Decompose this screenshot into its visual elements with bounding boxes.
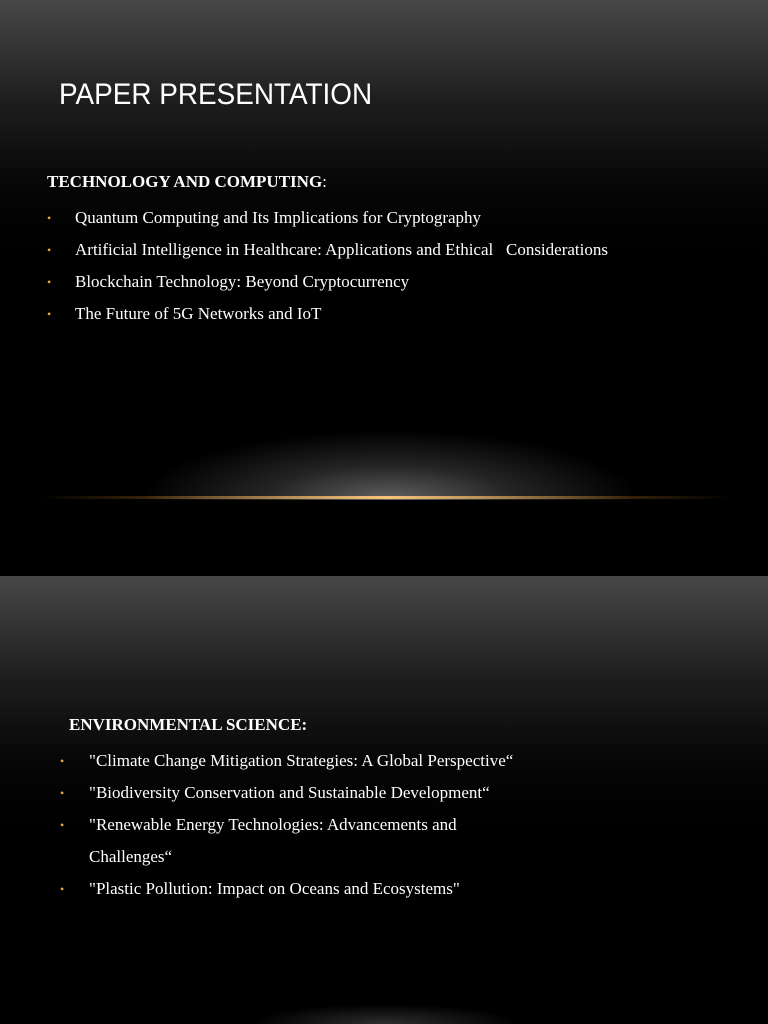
list-item-text: The Future of 5G Networks and IoT — [75, 304, 322, 323]
section-heading-text: ENVIRONMENTAL SCIENCE: — [69, 715, 308, 734]
list-item-text: Quantum Computing and Its Implications for Cryptography — [75, 208, 482, 227]
slide-2 — [0, 576, 768, 1024]
decorative-glow — [250, 1004, 520, 1024]
list-item — [47, 234, 608, 266]
bullet-dot-icon: • — [47, 243, 52, 257]
environmental-topic-list — [60, 745, 519, 905]
list-item — [47, 202, 608, 234]
slide-title: PAPER PRESENTATION — [59, 78, 373, 111]
bullet-dot-icon: • — [47, 211, 52, 225]
decorative-accent-line — [40, 496, 730, 499]
list-item-text: "Biodiversity Conservation and Sustainable Development“ — [89, 783, 490, 802]
bullet-dot-icon: • — [47, 307, 52, 321]
list-item — [47, 298, 608, 330]
bullet-dot-icon: • — [60, 786, 65, 800]
technology-section — [47, 172, 608, 330]
section-heading-technology — [47, 172, 608, 192]
bullet-dot-icon: • — [60, 754, 65, 768]
list-item-text: Artificial Intelligence in Healthcare: Applications and Ethical Considerations — [75, 240, 608, 259]
list-item-text: "Plastic Pollution: Impact on Oceans and Ecosystems" — [89, 879, 460, 898]
section-heading-environmental — [69, 715, 519, 735]
section-heading-text: TECHNOLOGY AND COMPUTING — [47, 172, 323, 191]
bullet-dot-icon: • — [60, 818, 65, 832]
environmental-section — [60, 715, 519, 905]
list-item-text: Blockchain Technology: Beyond Cryptocurrency — [75, 272, 410, 291]
list-item — [60, 809, 519, 873]
list-item-text: "Renewable Energy Technologies: Advancements and Challenges“ — [89, 815, 457, 866]
list-item — [47, 266, 608, 298]
bullet-dot-icon: • — [47, 275, 52, 289]
technology-topic-list — [47, 202, 608, 330]
bullet-dot-icon: • — [60, 882, 65, 896]
list-item-text: "Climate Change Mitigation Strategies: A Global Perspective“ — [89, 751, 514, 770]
decorative-glow — [140, 430, 640, 500]
section-heading-colon: : — [322, 172, 327, 191]
list-item — [60, 777, 519, 809]
list-item — [60, 873, 519, 905]
list-item — [60, 745, 519, 777]
